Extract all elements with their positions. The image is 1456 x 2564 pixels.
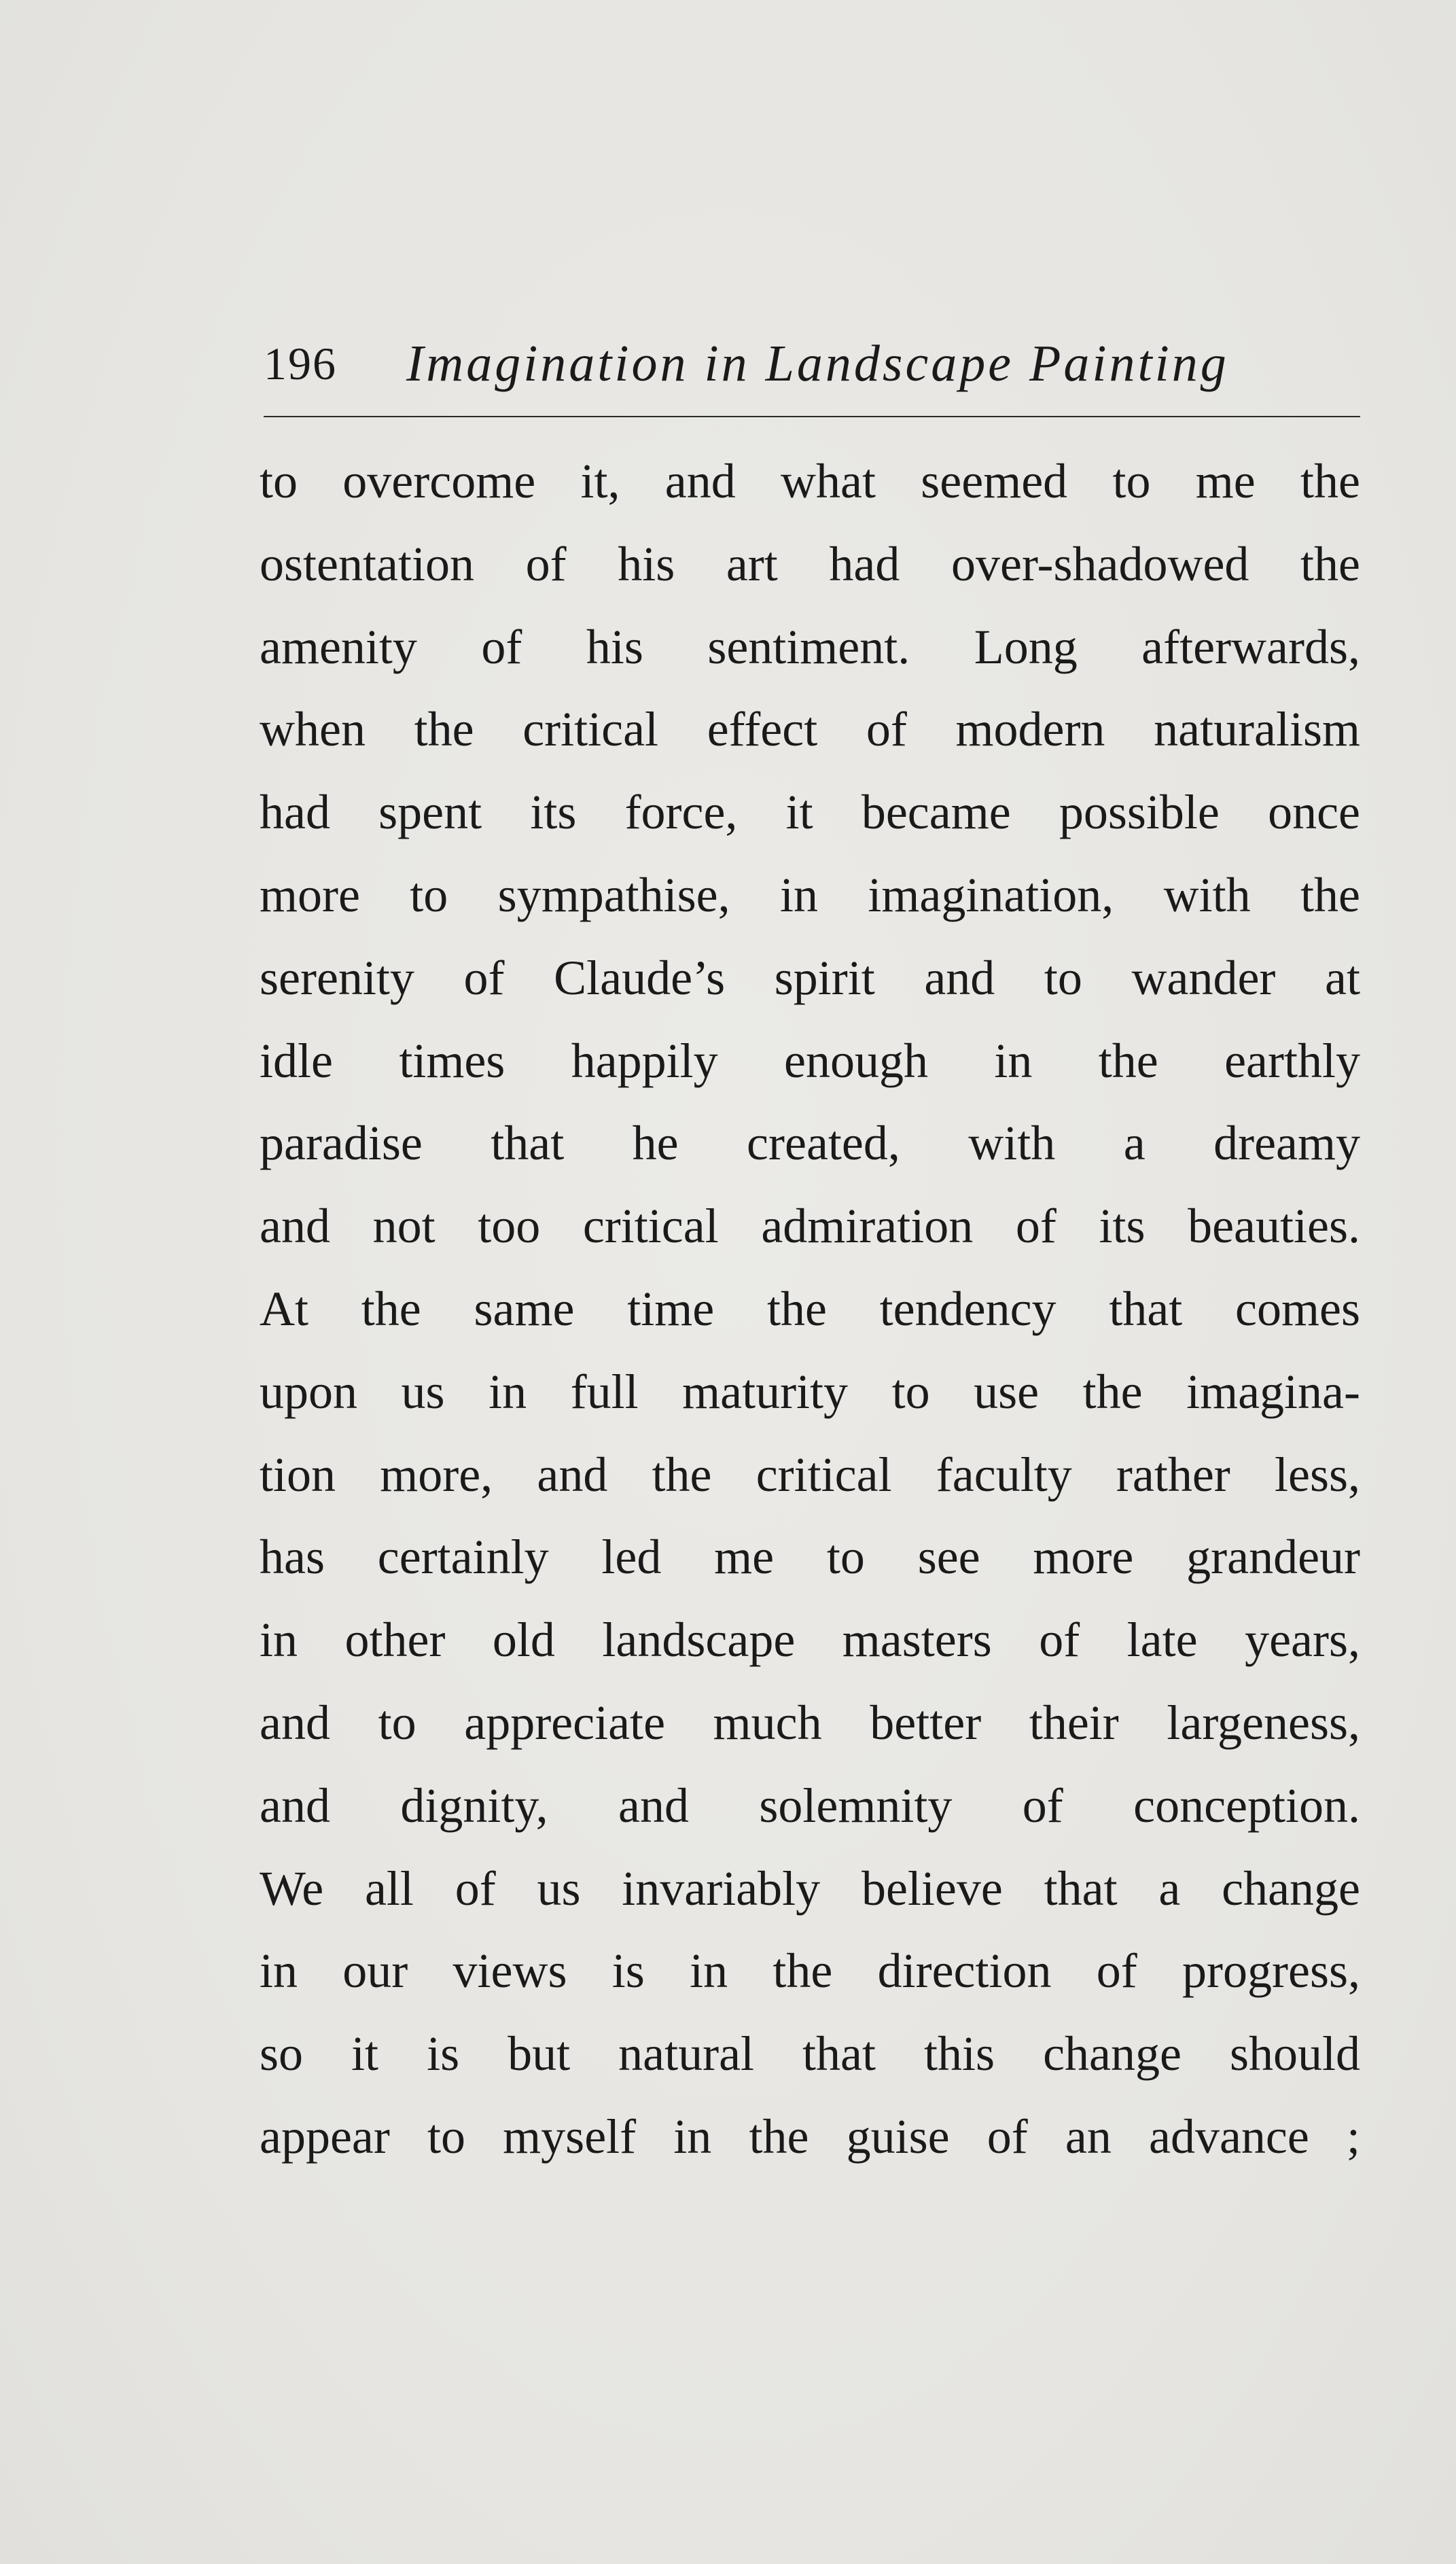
text-line: to overcome it, and what seemed to me the <box>260 454 1360 508</box>
page-number: 196 <box>264 338 337 389</box>
text-line: idle times happily enough in the earthly <box>260 1033 1360 1088</box>
text-line: upon us in full maturity to use the imagina- <box>260 1364 1360 1419</box>
text-line: in our views is in the direction of progress, <box>260 1944 1360 1999</box>
text-line: has certainly led me to see more grandeur <box>260 1530 1360 1585</box>
text-line: in other old landscape masters of late years, <box>260 1613 1360 1668</box>
text-line: appear to myself in the guise of an advance ; <box>260 2109 1360 2164</box>
text-line: amenity of his sentiment. Long afterwards, <box>260 619 1360 674</box>
text-line: tion more, and the critical faculty rather less, <box>260 1447 1360 1502</box>
body-text <box>260 440 1360 2179</box>
running-head <box>264 326 1357 401</box>
running-title: Imagination in Landscape Painting <box>406 335 1229 392</box>
text-line: more to sympathise, in imagination, with the <box>260 867 1360 922</box>
text-line: and to appreciate much better their largeness, <box>260 1695 1360 1750</box>
text-line: so it is but natural that this change should <box>260 2026 1360 2082</box>
text-line: At the same time the tendency that comes <box>260 1281 1360 1336</box>
text-line: We all of us invariably believe that a change <box>260 1861 1360 1916</box>
header-rule <box>264 416 1360 417</box>
text-line: had spent its force, it became possible once <box>260 785 1360 840</box>
text-line: serenity of Claude’s spirit and to wander at <box>260 950 1360 1005</box>
text-line: and dignity, and solemnity of conception. <box>260 1778 1360 1833</box>
text-line: when the critical effect of modern naturalism <box>260 702 1360 757</box>
text-line: and not too critical admiration of its beauties. <box>260 1199 1360 1254</box>
text-line: paradise that he created, with a dreamy <box>260 1116 1360 1171</box>
text-line: ostentation of his art had over-shadowed the <box>260 536 1360 591</box>
